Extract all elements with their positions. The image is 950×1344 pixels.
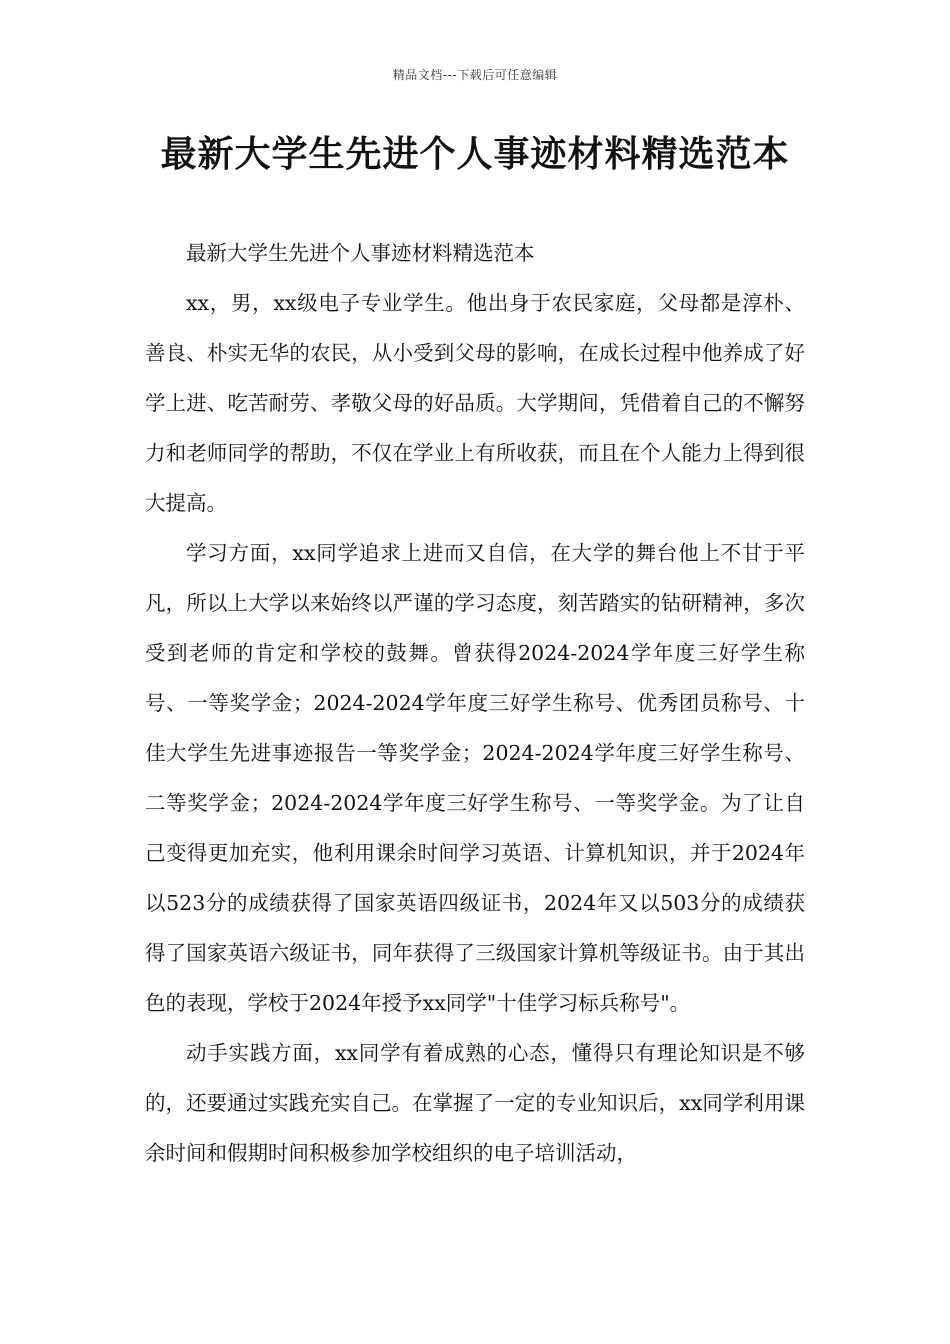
document-title: 最新大学生先进个人事迹材料精选范本 — [160, 134, 790, 175]
header-note: 精品文档---下载后可任意编辑 — [392, 68, 558, 82]
body-paragraph-practice: 动手实践方面，xx同学有着成熟的心态，懂得只有理论知识是不够的，还要通过实践充实自己。在掌握了一定的专业知识后，xx同学利用课余时间和假期时间积极参加学校组织的电子培训活动， — [145, 1041, 805, 1165]
body-paragraph-intro: xx，男，xx级电子专业学生。他出身于农民家庭，父母都是淳朴、善良、朴实无华的农民，从小受到父母的影响，在成长过程中他养成了好学上进、吃苦耐劳、孝敬父母的好品质。大学期间，凭借着自己的不懈努力和老师同学的帮助，不仅在学业上有所收获，而且在个人能力上得到很大提高。 — [145, 291, 805, 515]
body-paragraph-subtitle: 最新大学生先进个人事迹材料精选范本 — [186, 241, 535, 265]
document-body — [145, 228, 805, 1178]
body-paragraph-study: 学习方面，xx同学追求上进而又自信，在大学的舞台他上不甘于平凡，所以上大学以来始终以严谨的学习态度，刻苦踏实的钻研精神，多次受到老师的肯定和学校的鼓舞。曾获得2024-2024学年度三好学生称号、一等奖学金；2024-2024学年度三好学生称号、优秀团员称号、十佳大学生先进事迹报告一等奖学金；2024-2024学年度三好学生称号、二等奖学金；2024-2024学年度三好学生称号、一等奖学金。为了让自己变得更加充实，他利用课余时间学习英语、计算机知识，并于2024年以523分的成绩获得了国家英语四级证书，2024年又以503分的成绩获得了国家英语六级证书，同年获得了三级国家计算机等级证书。由于其出色的表现，学校于2024年授予xx同学"十佳学习标兵称号"。 — [145, 541, 805, 1015]
